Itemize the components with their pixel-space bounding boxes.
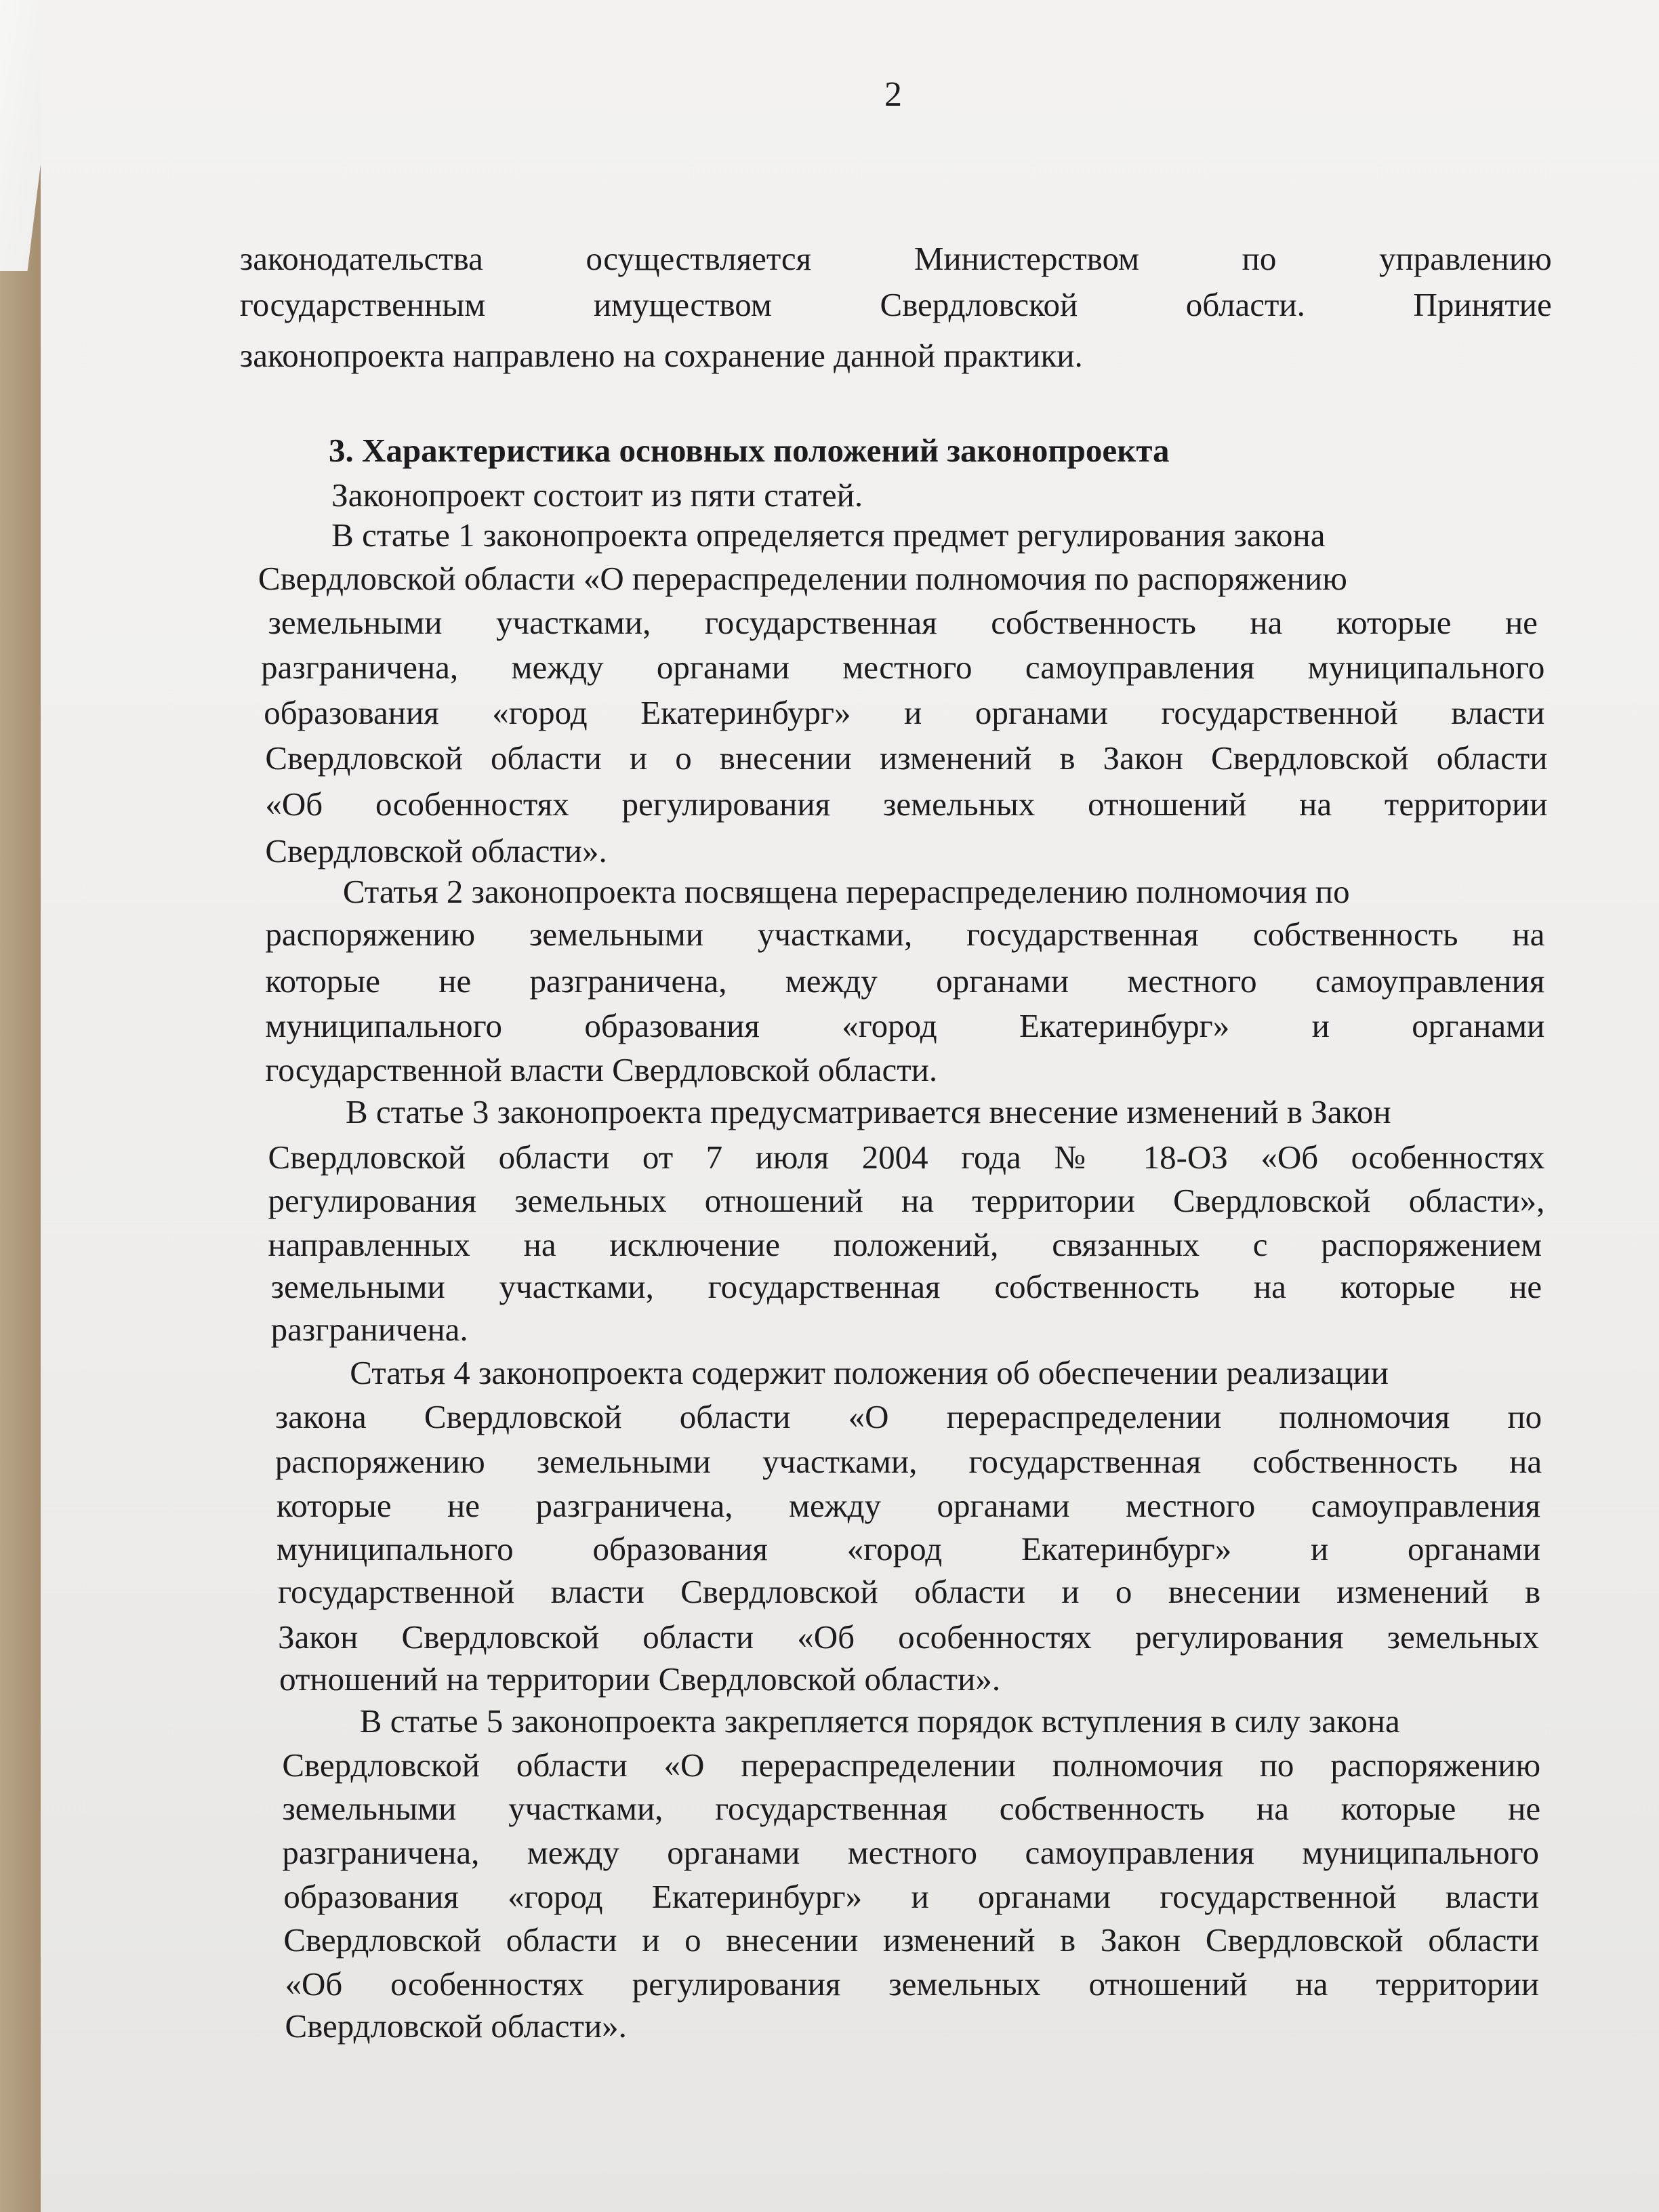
- text-line: Свердловской области».: [285, 2007, 627, 2045]
- text-line: муниципального образования «город Екатеринбург» и органами: [276, 1530, 1541, 1568]
- text-line: «Об особенностях регулирования земельных отношений на территории: [265, 785, 1548, 823]
- text-line: земельными участками, государственная собственность на которые не: [270, 1268, 1542, 1306]
- text-line: Свердловской области от 7 июля 2004 года № 18-ОЗ «Об особенностях: [268, 1138, 1545, 1176]
- text-line: Свердловской области «О перераспределении полномочия по распоряжению: [258, 560, 1347, 598]
- text-line: разграничена, между органами местного самоуправления муниципального: [282, 1833, 1540, 1871]
- text-line: распоряжению земельными участками, государственная собственность на: [274, 1443, 1542, 1481]
- text-line: образования «город Екатеринбург» и органами государственной власти: [283, 1877, 1539, 1915]
- text-line: разграничена, между органами местного самоуправления муниципального: [261, 649, 1545, 687]
- text-line: образования «город Екатеринбург» и органами государственной власти: [264, 694, 1545, 732]
- paragraph-first-line: В статье 1 законопроекта определяется предмет регулирования закона: [331, 516, 1326, 554]
- text-line: законодательства осуществляется Министерством по управлению: [239, 239, 1552, 277]
- text-line: Свердловской области и о внесении изменений в Закон Свердловской области: [283, 1921, 1539, 1959]
- text-line: разграничена.: [270, 1310, 468, 1348]
- text-line: регулирования земельных отношений на территории Свердловской области»,: [268, 1182, 1545, 1220]
- text-line: Свердловской области».: [265, 832, 607, 870]
- paragraph-first-line: Статья 4 законопроекта содержит положения об обеспечении реализации: [350, 1354, 1389, 1392]
- text-line: муниципального образования «город Екатеринбург» и органами: [265, 1007, 1545, 1045]
- text-line: законопроекта направлено на сохранение данной практики.: [239, 337, 1083, 375]
- text-line: Закон Свердловской области «Об особенностях регулирования земельных: [278, 1618, 1539, 1656]
- text-line: государственной власти Свердловской области.: [265, 1050, 938, 1088]
- text-line: государственной власти Свердловской области и о внесении изменений в: [278, 1572, 1541, 1610]
- text-line: которые не разграничена, между органами местного самоуправления: [265, 962, 1545, 1000]
- text-line: направленных на исключение положений, связанных с распоряжением: [268, 1225, 1542, 1263]
- text-line: земельными участками, государственная собственность на которые не: [268, 603, 1538, 641]
- paragraph-first-line: Законопроект состоит из пяти статей.: [331, 476, 863, 514]
- text-line: земельными участками, государственная собственность на которые не: [282, 1790, 1541, 1828]
- text-line: закона Свердловской области «О перераспределении полномочия по: [274, 1397, 1542, 1435]
- paragraph-first-line: В статье 5 законопроекта закрепляется порядок вступления в силу закона: [359, 1702, 1400, 1740]
- text-line: Свердловской области «О перераспределении полномочия по распоряжению: [282, 1746, 1541, 1784]
- text-line: Свердловской области и о внесении изменений в Закон Свердловской области: [265, 739, 1548, 777]
- text-line: распоряжению земельными участками, государственная собственность на: [265, 915, 1545, 953]
- text-line: государственным имуществом Свердловской области. Принятие: [239, 286, 1552, 324]
- text-line: отношений на территории Свердловской области».: [279, 1660, 1001, 1698]
- page-number: 2: [884, 75, 902, 114]
- paragraph-first-line: В статье 3 законопроекта предусматривается внесение изменений в Закон: [345, 1093, 1391, 1131]
- text-line: которые не разграничена, между органами местного самоуправления: [276, 1486, 1541, 1524]
- paragraph-first-line: Статья 2 законопроекта посвящена перераспределению полномочия по: [342, 873, 1350, 911]
- section-heading: 3. Характеристика основных положений законопроекта: [329, 431, 1170, 469]
- text-line: «Об особенностях регулирования земельных отношений на территории: [285, 1965, 1539, 2003]
